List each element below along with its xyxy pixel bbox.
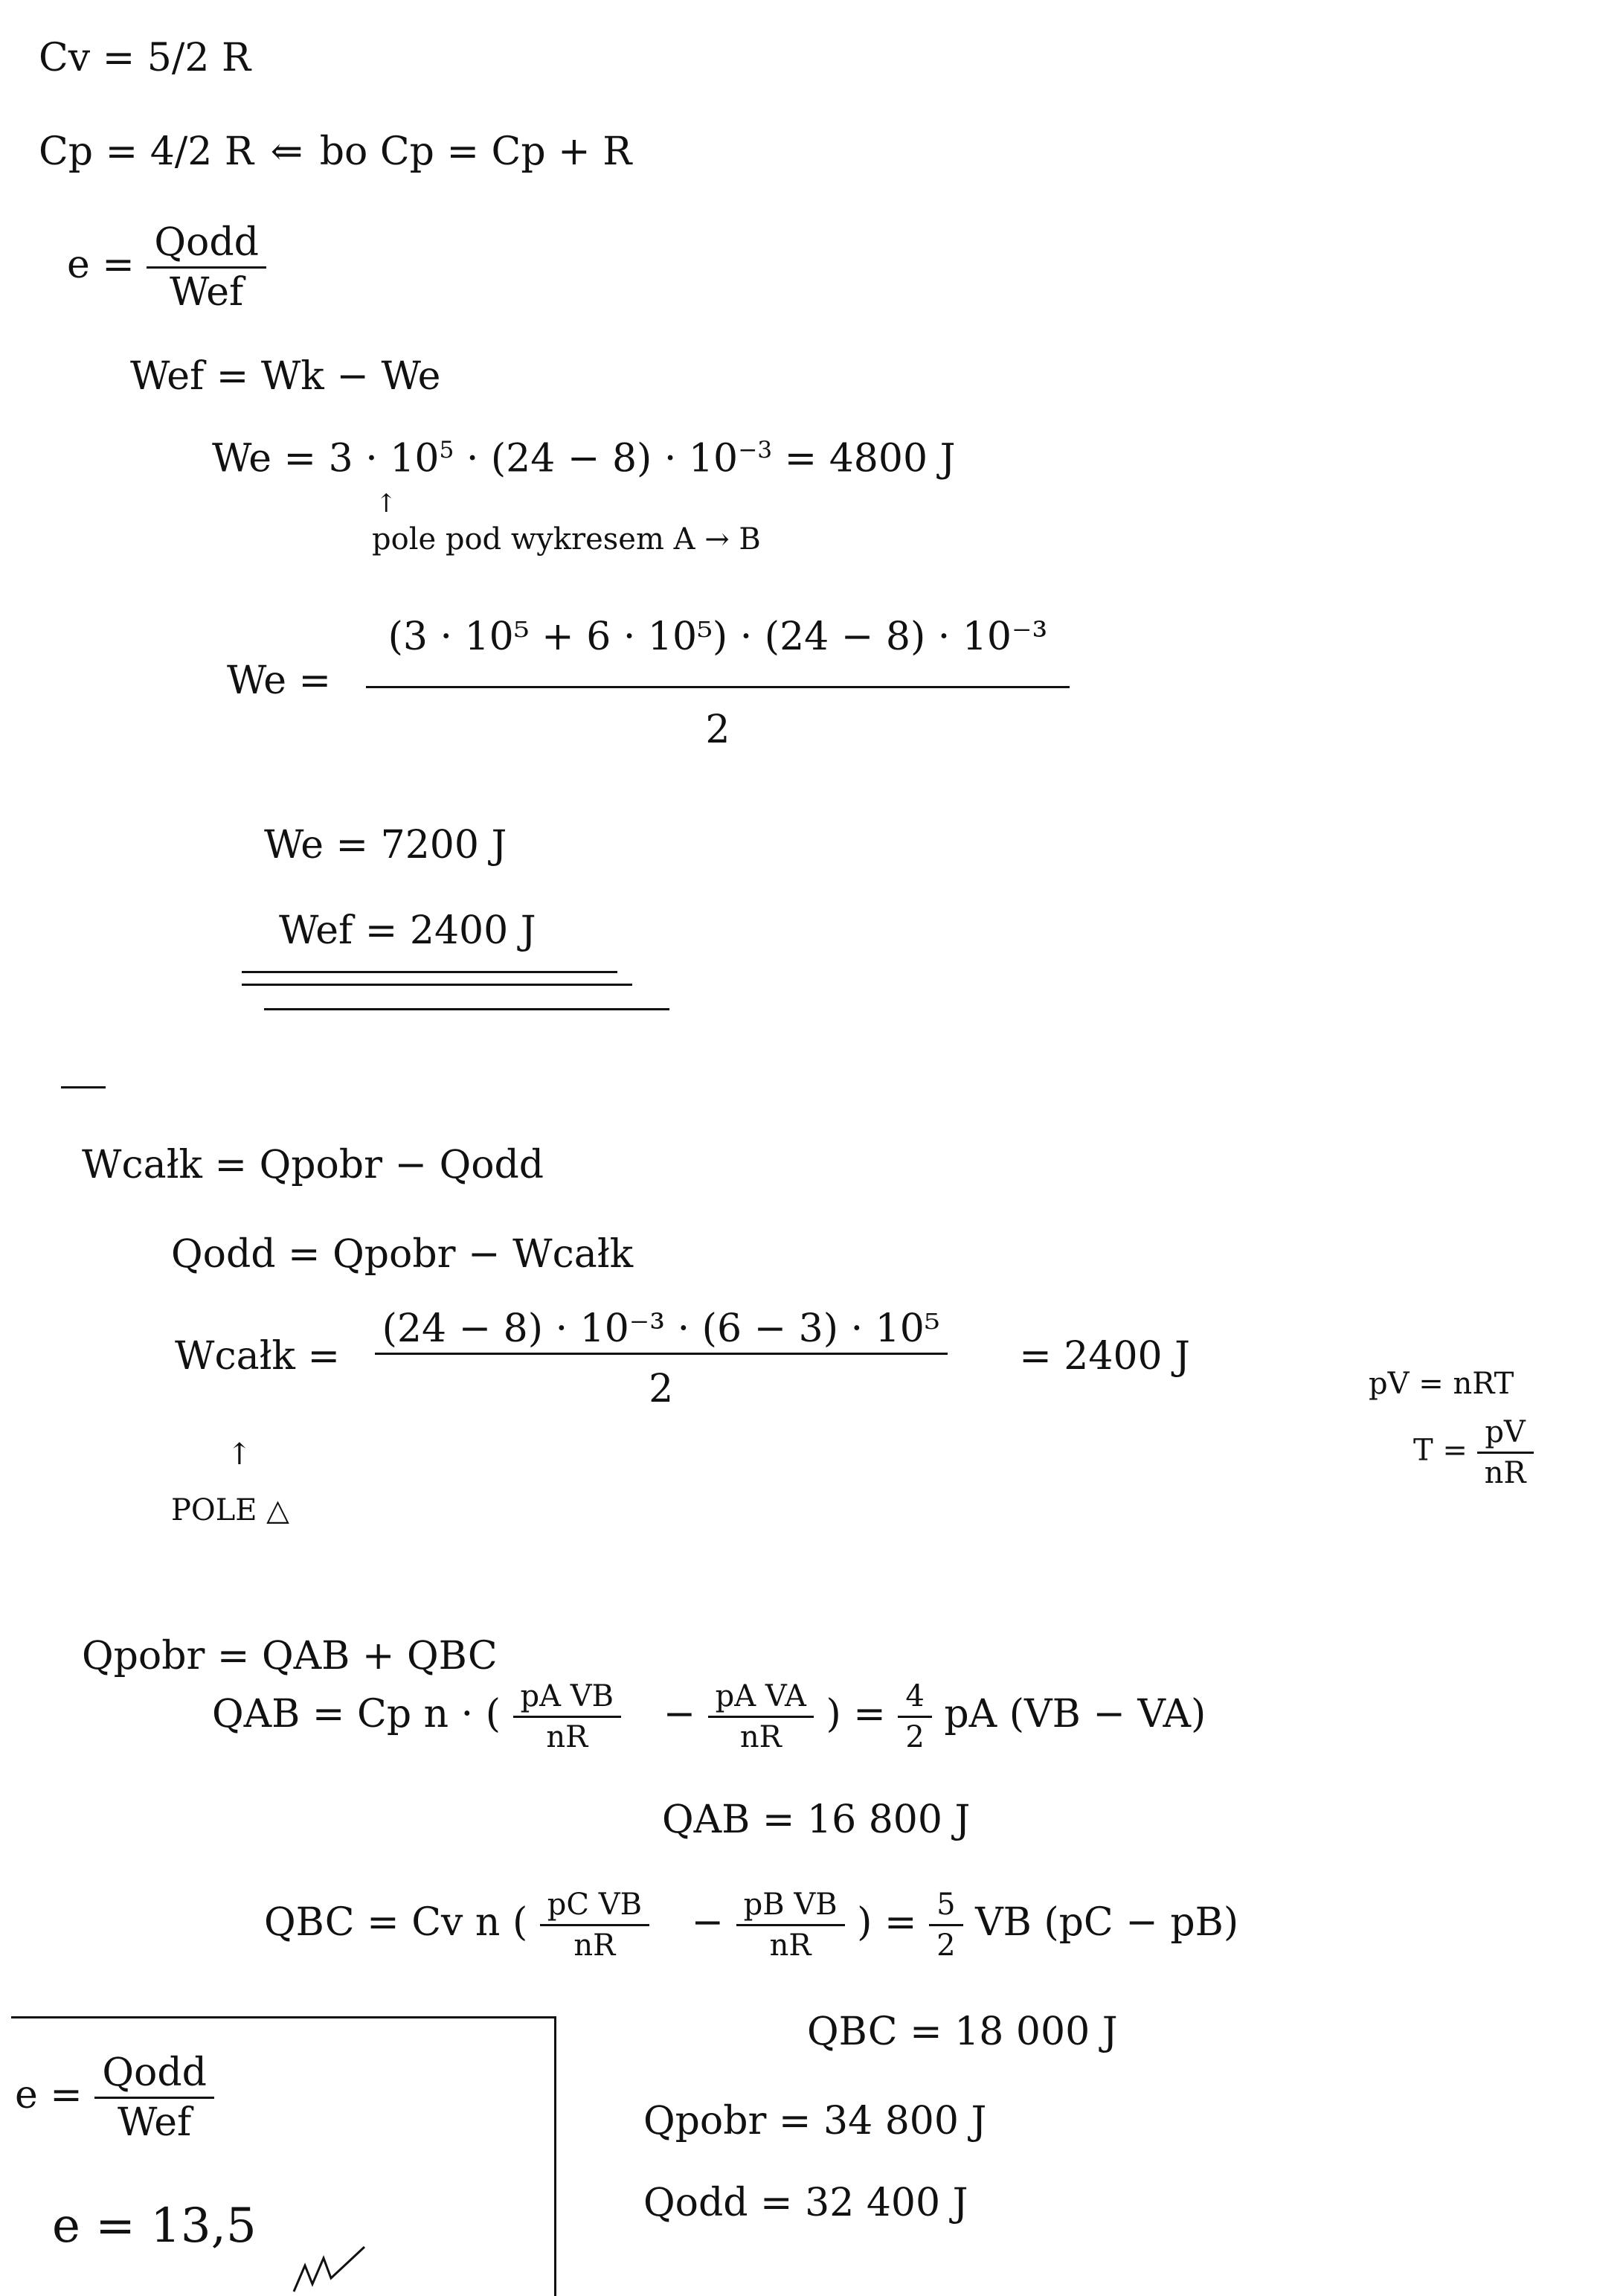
qab-coef-denominator: 2 bbox=[905, 1720, 925, 1754]
arrow-up-icon: ↑ bbox=[227, 1437, 252, 1472]
qbc-result: QBC = 18 000 J bbox=[807, 2010, 1118, 2054]
cp-text: Cp = 4/2 R bbox=[39, 129, 254, 174]
qodd-definition: Qodd = Qpobr − Wcałk bbox=[171, 1232, 634, 1277]
qbc-f2-denominator: nR bbox=[769, 1928, 812, 1963]
qbc-f2-numerator: pB VB bbox=[736, 1890, 845, 1926]
qbc-rhs2: VB (pC − pB) bbox=[975, 1900, 1239, 1945]
qab-f2-denominator: nR bbox=[739, 1720, 782, 1754]
t-numerator: pV bbox=[1477, 1417, 1534, 1454]
wcalk-denominator: 2 bbox=[649, 1367, 674, 1411]
e-numerator: Qodd bbox=[147, 223, 266, 269]
we2-numerator: (3 · 10⁵ + 6 · 10⁵) · (24 − 8) · 10⁻³ bbox=[366, 618, 1070, 688]
cp-note: bo Cp = Cp + R bbox=[319, 129, 632, 174]
qab-f1-numerator: pA VB bbox=[513, 1681, 622, 1718]
wcalk-lhs: Wcałk = bbox=[175, 1334, 341, 1379]
qab-minus: − bbox=[663, 1692, 696, 1737]
we-result: We = 7200 J bbox=[264, 823, 507, 868]
qab-rhs2: pA (VB − VA) bbox=[944, 1692, 1206, 1737]
qab-result: QAB = 16 800 J bbox=[662, 1798, 971, 1842]
qab-f1-denominator: nR bbox=[546, 1720, 588, 1754]
we1-note: pole pod wykresem A → B bbox=[372, 522, 761, 557]
arrow-up-icon: ↑ bbox=[376, 489, 397, 519]
we1-exp1: 5 bbox=[439, 437, 454, 464]
t-denominator: nR bbox=[1484, 1456, 1526, 1490]
wcalk-definition: Wcałk = Qpobr − Qodd bbox=[82, 1143, 544, 1187]
arrow-left-icon: ⇐ bbox=[270, 129, 303, 174]
wcalk-numerator: (24 − 8) · 10⁻³ · (6 − 3) · 10⁵ bbox=[375, 1309, 948, 1355]
we1-rhs: = 4800 J bbox=[772, 436, 956, 481]
qab-f2-numerator: pA VA bbox=[708, 1681, 814, 1718]
qbc-f1-denominator: nR bbox=[573, 1928, 616, 1963]
boxed-efficiency-result: e = 13,5 bbox=[52, 2199, 257, 2254]
pole-note: POLE △ bbox=[171, 1493, 289, 1527]
e-denominator: Wef bbox=[170, 270, 244, 315]
box-e-denominator: Wef bbox=[118, 2100, 192, 2145]
we2-lhs: We = bbox=[227, 658, 332, 703]
e-label: e = bbox=[67, 243, 135, 287]
qbc-lhs: QBC = Cv n ( bbox=[264, 1900, 528, 1945]
we1-exp2: −3 bbox=[738, 437, 773, 464]
t-lhs: T = bbox=[1413, 1433, 1468, 1468]
qab-coef-numerator: 4 bbox=[898, 1681, 931, 1718]
wcalk-rhs: = 2400 J bbox=[1019, 1334, 1190, 1379]
ideal-gas-law: pV = nRT bbox=[1369, 1367, 1514, 1401]
qbc-rhs1: ) = bbox=[857, 1900, 917, 1945]
we2-denominator: 2 bbox=[705, 708, 730, 752]
wef-definition: Wef = Wk − We bbox=[130, 354, 441, 399]
double-check-mark bbox=[294, 2247, 364, 2292]
qbc-minus: − bbox=[691, 1900, 724, 1945]
qbc-coef-denominator: 2 bbox=[936, 1928, 956, 1963]
we1-mid: · (24 − 8) · 10 bbox=[454, 436, 739, 481]
we1-lhs: We = 3 · 10 bbox=[212, 436, 440, 481]
qodd-result: Qodd = 32 400 J bbox=[643, 2181, 968, 2225]
qab-lhs: QAB = Cp n · ( bbox=[212, 1692, 501, 1737]
cv-text: Cv = 5/2 R bbox=[39, 36, 251, 80]
wef-result: Wef = 2400 J bbox=[279, 908, 536, 953]
qpobr-definition: Qpobr = QAB + QBC bbox=[82, 1634, 498, 1678]
qpobr-result: Qpobr = 34 800 J bbox=[643, 2099, 987, 2143]
qab-rhs1: ) = bbox=[826, 1692, 886, 1737]
box-e-label: e = bbox=[15, 2073, 83, 2117]
qbc-f1-numerator: pC VB bbox=[540, 1890, 649, 1926]
qbc-coef-numerator: 5 bbox=[929, 1890, 962, 1926]
box-e-numerator: Qodd bbox=[94, 2053, 214, 2099]
